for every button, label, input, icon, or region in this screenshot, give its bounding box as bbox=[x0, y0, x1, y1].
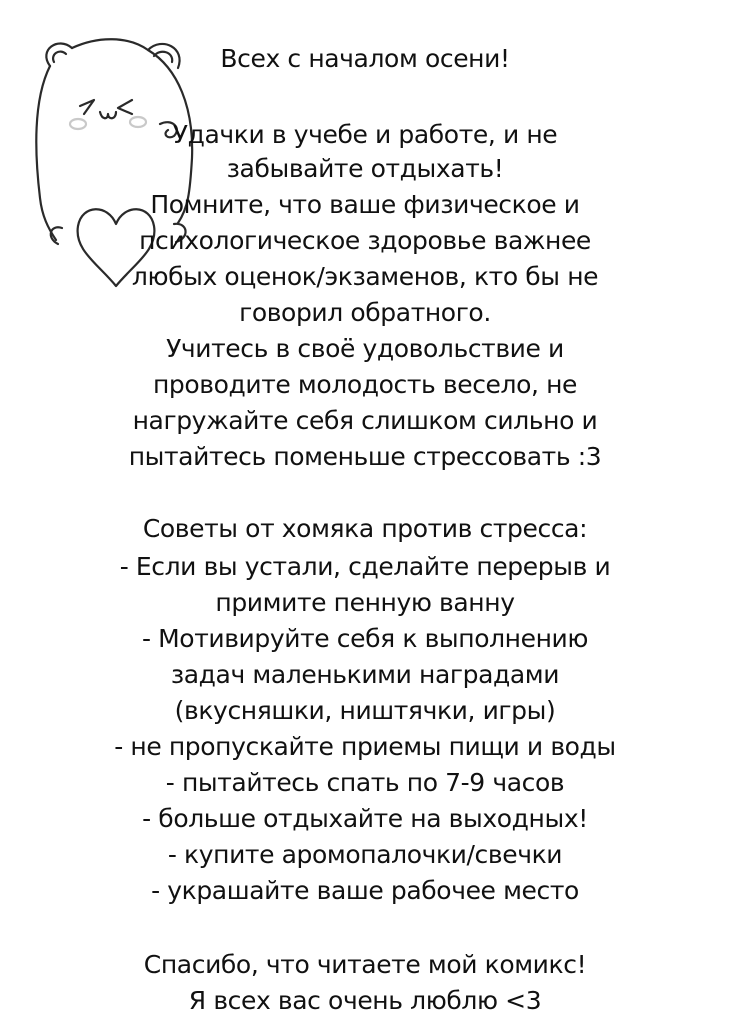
wish-line: любых оценок/экзаменов, кто бы не bbox=[131, 262, 599, 291]
tip-line: - купите аромопалочки/свечки bbox=[167, 840, 563, 869]
wish-line: Помните, что ваше физическое и bbox=[150, 190, 580, 219]
tip-line: примите пенную ванну bbox=[215, 588, 515, 617]
wish-line: Удачки в учебе и работе, и не bbox=[172, 120, 558, 149]
greeting-line: Всех с началом осени! bbox=[220, 44, 510, 73]
wish-line: говорил обратного. bbox=[239, 298, 491, 327]
wish-line: психологическое здоровье важнее bbox=[139, 226, 591, 255]
tip-line: - не пропускайте приемы пищи и воды bbox=[114, 732, 616, 761]
closing-line: Спасибо, что читаете мой комикс! bbox=[143, 950, 587, 979]
tip-line: - Мотивируйте себя к выполнению bbox=[141, 624, 589, 653]
tip-line: (вкусняшки, ништячки, игры) bbox=[174, 696, 556, 725]
tip-line: - Если вы устали, сделайте перерыв и bbox=[119, 552, 611, 581]
wish-line: Учитесь в своё удовольствие и bbox=[166, 334, 564, 363]
tip-line: задач маленькими наградами bbox=[170, 660, 560, 689]
wish-line: забывайте отдыхать! bbox=[226, 154, 504, 183]
tip-line: - больше отдыхайте на выходных! bbox=[142, 804, 588, 833]
tips-title: Советы от хомяка против стресса: bbox=[142, 514, 588, 543]
wish-line: нагружайте себя слишком сильно и bbox=[132, 406, 598, 435]
closing-line: Я всех вас очень люблю <3 bbox=[188, 986, 542, 1015]
tip-line: - украшайте ваше рабочее место bbox=[151, 876, 579, 905]
tip-line: - пытайтесь спать по 7-9 часов bbox=[165, 768, 565, 797]
wish-line: проводите молодость весело, не bbox=[152, 370, 578, 399]
wish-line: пытайтесь поменьше стрессовать :3 bbox=[128, 442, 602, 471]
